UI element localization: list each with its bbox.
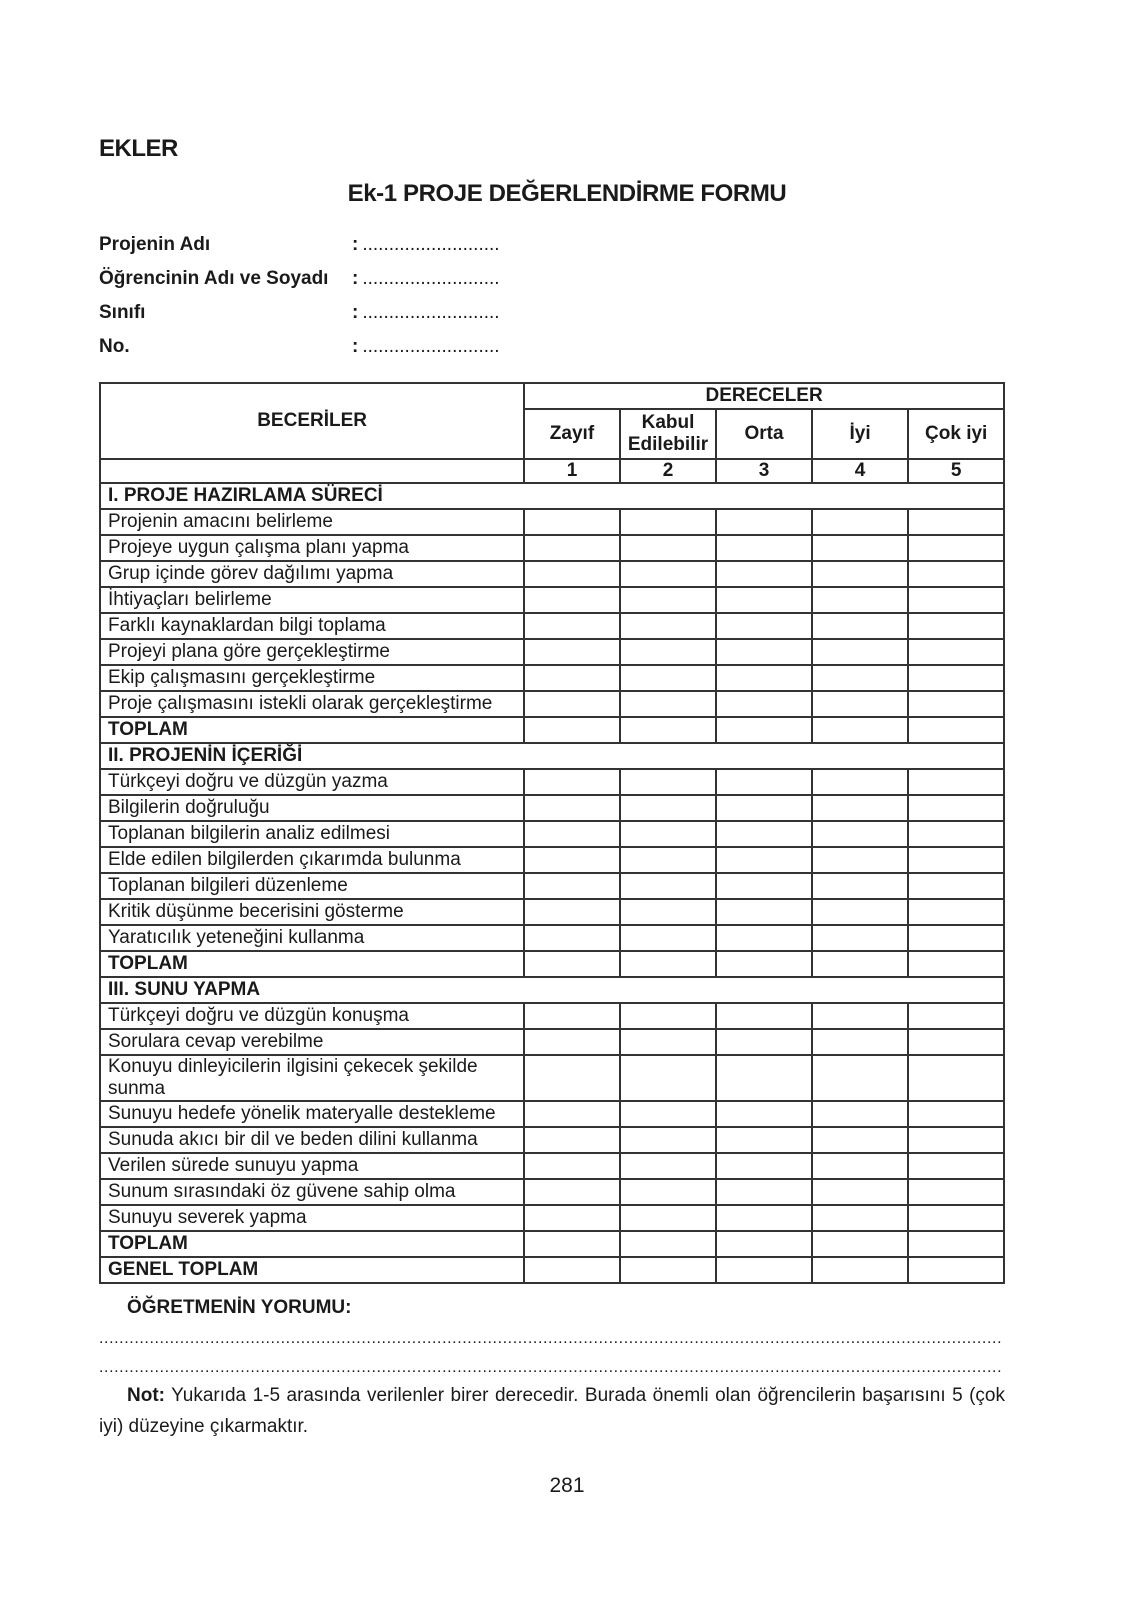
grade-number: 1 (524, 459, 620, 483)
grade-cell[interactable] (812, 925, 909, 951)
grade-cell[interactable] (620, 535, 717, 561)
skill-item: Projenin amacını belirleme (100, 509, 524, 535)
info-value: .......................... (362, 268, 500, 289)
grade-cell[interactable] (812, 717, 909, 743)
note (99, 1380, 1005, 1442)
grade-cell[interactable] (908, 1179, 1004, 1205)
grade-cell[interactable] (908, 873, 1004, 899)
grade-cell[interactable] (812, 1153, 909, 1179)
grade-cell[interactable] (812, 1101, 909, 1127)
grade-label: Çok iyi (908, 409, 1004, 459)
grade-cell[interactable] (524, 769, 620, 795)
grade-cell[interactable] (524, 639, 620, 665)
grade-cell[interactable] (524, 1257, 620, 1283)
info-colon: : (352, 336, 359, 357)
info-value-field[interactable] (352, 268, 500, 290)
grade-cell[interactable] (716, 925, 812, 951)
grade-cell[interactable] (716, 1101, 812, 1127)
info-colon: : (352, 268, 359, 289)
grade-cell[interactable] (620, 1231, 717, 1257)
skill-item-row (100, 535, 1004, 561)
grades-header: DERECELER (524, 383, 1004, 409)
grade-cell[interactable] (716, 1179, 812, 1205)
info-value-field[interactable] (352, 302, 500, 324)
grade-cell[interactable] (716, 1003, 812, 1029)
skill-item-row (100, 1205, 1004, 1231)
grade-cell[interactable] (524, 691, 620, 717)
skill-item: Sunuda akıcı bir dil ve beden dilini kullanma (100, 1127, 524, 1153)
skill-item-row (100, 1029, 1004, 1055)
info-value: .......................... (362, 302, 500, 323)
grade-label: Orta (716, 409, 812, 459)
skill-item-row (100, 1127, 1004, 1153)
section-total: TOPLAM (100, 1231, 524, 1257)
grade-cell[interactable] (620, 847, 717, 873)
section-total-row (100, 1231, 1004, 1257)
grade-cell[interactable] (620, 951, 717, 977)
grade-cell[interactable] (620, 925, 717, 951)
grade-cell[interactable] (716, 535, 812, 561)
grade-cell[interactable] (620, 639, 717, 665)
grade-cell[interactable] (716, 795, 812, 821)
grade-cell[interactable] (620, 665, 717, 691)
skill-item-row (100, 795, 1004, 821)
grade-cell[interactable] (620, 899, 717, 925)
skill-item-row (100, 639, 1004, 665)
grade-cell[interactable] (908, 1029, 1004, 1055)
grade-cell[interactable] (524, 873, 620, 899)
grade-cell[interactable] (716, 665, 812, 691)
grade-cell[interactable] (908, 847, 1004, 873)
grade-number: 4 (812, 459, 909, 483)
grade-cell[interactable] (524, 1231, 620, 1257)
grade-cell[interactable] (620, 795, 717, 821)
grade-cell[interactable] (524, 925, 620, 951)
skill-item: Sunuyu severek yapma (100, 1205, 524, 1231)
grade-cell[interactable] (716, 717, 812, 743)
grade-cell[interactable] (620, 561, 717, 587)
grade-cell[interactable] (620, 1029, 717, 1055)
grade-cell[interactable] (716, 1127, 812, 1153)
grade-cell[interactable] (524, 821, 620, 847)
grade-cell[interactable] (908, 1055, 1004, 1101)
grade-cell[interactable] (812, 1179, 909, 1205)
grade-number: 2 (620, 459, 717, 483)
grade-cell[interactable] (524, 1179, 620, 1205)
info-label: No. (99, 336, 130, 357)
grade-cell[interactable] (716, 509, 812, 535)
grade-cell[interactable] (812, 847, 909, 873)
grade-cell[interactable] (716, 899, 812, 925)
grade-cell[interactable] (908, 951, 1004, 977)
grade-cell[interactable] (908, 535, 1004, 561)
grade-cell[interactable] (908, 1101, 1004, 1127)
grade-cell[interactable] (812, 795, 909, 821)
grade-cell[interactable] (908, 925, 1004, 951)
grade-label: İyi (812, 409, 909, 459)
grade-cell[interactable] (812, 899, 909, 925)
grade-cell[interactable] (908, 561, 1004, 587)
skill-item: Sunum sırasındaki öz güvene sahip olma (100, 1179, 524, 1205)
grade-label: Kabul Edilebilir (620, 409, 717, 459)
grade-cell[interactable] (620, 1003, 717, 1029)
skill-item: Bilgilerin doğruluğu (100, 795, 524, 821)
grade-cell[interactable] (620, 821, 717, 847)
grade-cell[interactable] (908, 769, 1004, 795)
grade-cell[interactable] (524, 1127, 620, 1153)
grade-cell[interactable] (524, 1153, 620, 1179)
grade-number: 3 (716, 459, 812, 483)
grade-cell[interactable] (524, 1101, 620, 1127)
grade-cell[interactable] (908, 587, 1004, 613)
grade-cell[interactable] (908, 899, 1004, 925)
evaluation-table (99, 382, 1005, 1284)
grade-cell[interactable] (908, 1205, 1004, 1231)
grade-cell[interactable] (716, 587, 812, 613)
grade-cell[interactable] (524, 899, 620, 925)
info-colon: : (352, 302, 359, 323)
grade-cell[interactable] (812, 769, 909, 795)
grade-cell[interactable] (908, 1127, 1004, 1153)
grade-cell[interactable] (716, 613, 812, 639)
skill-item: Proje çalışmasını istekli olarak gerçekleştirme (100, 691, 524, 717)
grade-cell[interactable] (812, 1055, 909, 1101)
grade-cell[interactable] (524, 1205, 620, 1231)
grade-cell[interactable] (908, 1231, 1004, 1257)
grade-cell[interactable] (620, 1205, 717, 1231)
grade-cell[interactable] (812, 821, 909, 847)
grade-cell[interactable] (524, 717, 620, 743)
grade-cell[interactable] (524, 1055, 620, 1101)
grade-cell[interactable] (716, 639, 812, 665)
skill-item-row (100, 821, 1004, 847)
grade-cell[interactable] (908, 821, 1004, 847)
skill-item: Ekip çalışmasını gerçekleştirme (100, 665, 524, 691)
skill-item: Toplanan bilgileri düzenleme (100, 873, 524, 899)
grade-cell[interactable] (620, 1127, 717, 1153)
grade-label: Zayıf (524, 409, 620, 459)
grade-cell[interactable] (716, 769, 812, 795)
grade-cell[interactable] (524, 665, 620, 691)
skill-item-row (100, 899, 1004, 925)
section-title-row (100, 743, 1004, 769)
skill-item-row (100, 769, 1004, 795)
grade-cell[interactable] (716, 873, 812, 899)
section-heading: EKLER (99, 135, 178, 162)
grand-total: GENEL TOPLAM (100, 1257, 524, 1283)
grade-cell[interactable] (524, 795, 620, 821)
skill-item: Sunuyu hedefe yönelik materyalle destekleme (100, 1101, 524, 1127)
skill-item-row (100, 1153, 1004, 1179)
grade-cell[interactable] (620, 1101, 717, 1127)
grade-cell[interactable] (908, 639, 1004, 665)
grade-cell[interactable] (620, 1055, 717, 1101)
info-value-field[interactable] (352, 336, 500, 358)
comment-line[interactable]: ................................................................................................................................................................................... (99, 1330, 1003, 1347)
page-number: 281 (549, 1474, 585, 1497)
grade-cell[interactable] (524, 587, 620, 613)
grade-cell[interactable] (908, 795, 1004, 821)
grade-cell[interactable] (620, 1257, 717, 1283)
skill-item-row (100, 925, 1004, 951)
grade-cell[interactable] (716, 561, 812, 587)
comment-line[interactable]: ................................................................................................................................................................................... (99, 1359, 1003, 1376)
grade-cell[interactable] (908, 717, 1004, 743)
skill-item-row (100, 1179, 1004, 1205)
skill-item-row (100, 691, 1004, 717)
info-colon: : (352, 234, 359, 255)
section-total: TOPLAM (100, 717, 524, 743)
teacher-comment-label: ÖĞRETMENİN YORUMU: (127, 1297, 352, 1318)
grade-cell[interactable] (524, 561, 620, 587)
skill-item: Projeye uygun çalışma planı yapma (100, 535, 524, 561)
info-value: .......................... (362, 336, 500, 357)
grade-cell[interactable] (908, 1003, 1004, 1029)
grade-cell[interactable] (716, 847, 812, 873)
skill-item: Farklı kaynaklardan bilgi toplama (100, 613, 524, 639)
skill-item: Verilen sürede sunuyu yapma (100, 1153, 524, 1179)
skill-item-row (100, 873, 1004, 899)
grade-cell[interactable] (812, 509, 909, 535)
section-total-row (100, 951, 1004, 977)
grade-cell[interactable] (716, 821, 812, 847)
skill-item-row (100, 847, 1004, 873)
grade-cell[interactable] (812, 587, 909, 613)
info-value-field[interactable] (352, 234, 500, 256)
skill-item-row (100, 509, 1004, 535)
grade-cell[interactable] (620, 613, 717, 639)
info-label: Öğrencinin Adı ve Soyadı (99, 268, 329, 289)
skill-item: Grup içinde görev dağılımı yapma (100, 561, 524, 587)
form-title: Ek-1 PROJE DEĞERLENDİRME FORMU (347, 180, 787, 207)
grade-cell[interactable] (908, 613, 1004, 639)
grade-cell[interactable] (524, 951, 620, 977)
grade-cell[interactable] (620, 509, 717, 535)
skill-item: Toplanan bilgilerin analiz edilmesi (100, 821, 524, 847)
info-label: Sınıfı (99, 302, 146, 323)
note-label: Not: (127, 1385, 165, 1406)
skill-item: Türkçeyi doğru ve düzgün konuşma (100, 1003, 524, 1029)
skill-item-row (100, 587, 1004, 613)
grade-cell[interactable] (524, 509, 620, 535)
grade-cell[interactable] (716, 691, 812, 717)
skill-item: Sorulara cevap verebilme (100, 1029, 524, 1055)
skill-item: Projeyi plana göre gerçekleştirme (100, 639, 524, 665)
grade-cell[interactable] (812, 951, 909, 977)
grade-cell[interactable] (524, 1029, 620, 1055)
skill-item-row (100, 1055, 1004, 1101)
skill-item: Kritik düşünme becerisini gösterme (100, 899, 524, 925)
info-label: Projenin Adı (99, 234, 211, 255)
grade-cell[interactable] (812, 691, 909, 717)
grade-cell[interactable] (524, 613, 620, 639)
grade-cell[interactable] (620, 1179, 717, 1205)
grand-total-row (100, 1257, 1004, 1283)
empty-header-cell (100, 459, 524, 483)
section-title: II. PROJENİN İÇERİĞİ (100, 743, 1004, 769)
skill-item: Türkçeyi doğru ve düzgün yazma (100, 769, 524, 795)
grade-cell[interactable] (716, 951, 812, 977)
grade-cell[interactable] (812, 1127, 909, 1153)
skills-header: BECERİLER (100, 383, 524, 459)
grade-cell[interactable] (812, 535, 909, 561)
grade-cell[interactable] (524, 535, 620, 561)
grade-cell[interactable] (908, 1257, 1004, 1283)
grade-cell[interactable] (716, 1153, 812, 1179)
grade-cell[interactable] (620, 873, 717, 899)
grade-cell[interactable] (524, 847, 620, 873)
grade-cell[interactable] (812, 1205, 909, 1231)
grade-cell[interactable] (812, 1003, 909, 1029)
skill-item-row (100, 561, 1004, 587)
grade-number: 5 (908, 459, 1004, 483)
grade-cell[interactable] (812, 1257, 909, 1283)
grade-cell[interactable] (716, 1257, 812, 1283)
grade-cell[interactable] (908, 665, 1004, 691)
section-title: I. PROJE HAZIRLAMA SÜRECİ (100, 483, 1004, 509)
grade-cell[interactable] (812, 873, 909, 899)
grade-cell[interactable] (812, 1029, 909, 1055)
grade-cell[interactable] (908, 509, 1004, 535)
section-total: TOPLAM (100, 951, 524, 977)
grade-cell[interactable] (716, 1231, 812, 1257)
skill-item: Konuyu dinleyicilerin ilgisini çekecek şekilde sunma (100, 1055, 524, 1101)
grade-cell[interactable] (620, 1153, 717, 1179)
grade-number-row (100, 459, 1004, 483)
skill-item: Elde edilen bilgilerden çıkarımda bulunma (100, 847, 524, 873)
grade-cell[interactable] (620, 717, 717, 743)
grade-cell[interactable] (812, 665, 909, 691)
skill-item-row (100, 1101, 1004, 1127)
table-body (100, 483, 1004, 1283)
grade-cell[interactable] (716, 1029, 812, 1055)
skill-item-row (100, 613, 1004, 639)
grade-cell[interactable] (812, 561, 909, 587)
section-title-row (100, 977, 1004, 1003)
grade-cell[interactable] (908, 691, 1004, 717)
skill-item-row (100, 1003, 1004, 1029)
grade-cell[interactable] (812, 639, 909, 665)
skill-item-row (100, 665, 1004, 691)
grade-cell[interactable] (716, 1205, 812, 1231)
grade-cell[interactable] (524, 1003, 620, 1029)
skill-item: İhtiyaçları belirleme (100, 587, 524, 613)
grade-cell[interactable] (620, 691, 717, 717)
section-total-row (100, 717, 1004, 743)
info-value: .......................... (362, 234, 500, 255)
grade-cell[interactable] (908, 1153, 1004, 1179)
grade-cell[interactable] (812, 1231, 909, 1257)
note-text: Yukarıda 1-5 arasında verilenler birer derecedir. Burada önemli olan öğrencilerin başarısını 5 (çok iyi) düzeyine çıkarmaktır. (99, 1385, 1005, 1437)
skill-item: Yaratıcılık yeteneğini kullanma (100, 925, 524, 951)
grade-cell[interactable] (716, 1055, 812, 1101)
section-title: III. SUNU YAPMA (100, 977, 1004, 1003)
grade-cell[interactable] (620, 587, 717, 613)
grade-cell[interactable] (812, 613, 909, 639)
grade-cell[interactable] (620, 769, 717, 795)
section-title-row (100, 483, 1004, 509)
